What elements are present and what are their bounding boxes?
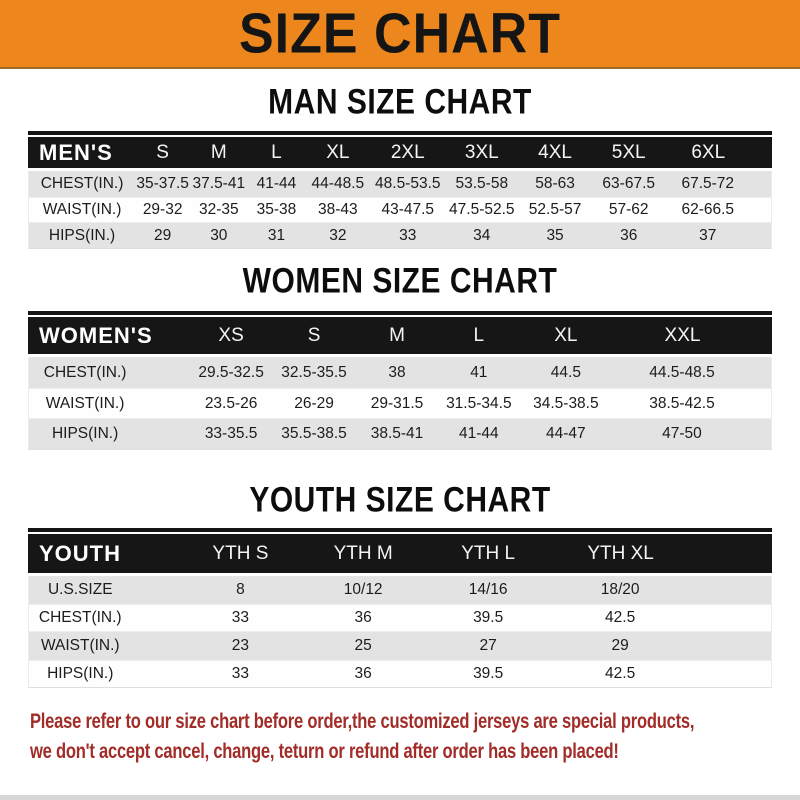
table-row bbox=[28, 660, 772, 688]
table-row bbox=[28, 223, 772, 249]
value-cell: 34.5-38.5 bbox=[520, 388, 612, 419]
size-header-cell: XL bbox=[305, 137, 370, 171]
value-cell: 35.5-38.5 bbox=[272, 419, 356, 450]
row-label-cell: WAIST(IN.) bbox=[28, 632, 181, 660]
header-row bbox=[28, 137, 772, 171]
value-cell: 58-63 bbox=[518, 171, 592, 197]
size-header-cell: S bbox=[135, 137, 190, 171]
value-cell: 18/20 bbox=[550, 576, 772, 604]
value-cell: 67.5-72 bbox=[666, 171, 772, 197]
value-cell: 33 bbox=[181, 604, 301, 632]
section-men-size bbox=[0, 82, 800, 249]
section-heading: MAN SIZE CHART bbox=[268, 82, 532, 122]
size-charts bbox=[0, 82, 800, 688]
value-cell: 38.5-42.5 bbox=[612, 388, 772, 419]
size-header-cell: 5XL bbox=[592, 137, 666, 171]
row-label-cell: HIPS(IN.) bbox=[28, 660, 181, 688]
table-title-cell: WOMEN'S bbox=[28, 317, 190, 357]
value-cell: 36 bbox=[300, 604, 426, 632]
value-cell: 23.5-26 bbox=[190, 388, 272, 419]
value-cell: 30 bbox=[190, 223, 247, 249]
value-cell: 32 bbox=[305, 223, 370, 249]
value-cell: 43-47.5 bbox=[370, 197, 445, 223]
bottom-strip bbox=[0, 795, 800, 800]
table-row bbox=[28, 197, 772, 223]
value-cell: 38.5-41 bbox=[356, 419, 438, 450]
value-cell: 34 bbox=[445, 223, 518, 249]
table-row bbox=[28, 419, 772, 450]
value-cell: 35-38 bbox=[247, 197, 305, 223]
value-cell: 23 bbox=[181, 632, 301, 660]
row-label-cell: HIPS(IN.) bbox=[28, 419, 190, 450]
value-cell: 52.5-57 bbox=[518, 197, 592, 223]
value-cell: 29-31.5 bbox=[356, 388, 438, 419]
row-label-cell: CHEST(IN.) bbox=[28, 604, 181, 632]
value-cell: 36 bbox=[592, 223, 666, 249]
size-header-cell: S bbox=[272, 317, 356, 357]
size-header-cell: 4XL bbox=[518, 137, 592, 171]
size-header-cell: 2XL bbox=[370, 137, 445, 171]
value-cell: 41-44 bbox=[438, 419, 520, 450]
value-cell: 44-47 bbox=[520, 419, 612, 450]
size-header-cell: L bbox=[247, 137, 305, 171]
row-label-cell: HIPS(IN.) bbox=[28, 223, 135, 249]
value-cell: 48.5-53.5 bbox=[370, 171, 445, 197]
value-cell: 47-50 bbox=[612, 419, 772, 450]
header-row bbox=[28, 534, 772, 576]
order-notice bbox=[30, 706, 800, 766]
value-cell: 33 bbox=[370, 223, 445, 249]
size-header-cell: YTH S bbox=[181, 534, 301, 576]
value-cell: 38 bbox=[356, 357, 438, 388]
size-header-cell: YTH L bbox=[426, 534, 550, 576]
banner-title: SIZE CHART bbox=[239, 2, 561, 65]
value-cell: 41 bbox=[438, 357, 520, 388]
value-cell: 10/12 bbox=[300, 576, 426, 604]
value-cell: 35-37.5 bbox=[135, 171, 190, 197]
value-cell: 44.5-48.5 bbox=[612, 357, 772, 388]
value-cell: 29 bbox=[135, 223, 190, 249]
value-cell: 41-44 bbox=[247, 171, 305, 197]
value-cell: 47.5-52.5 bbox=[445, 197, 518, 223]
women-size-table bbox=[28, 317, 772, 450]
size-header-cell: 6XL bbox=[666, 137, 772, 171]
section-women-size bbox=[0, 261, 800, 450]
value-cell: 31 bbox=[247, 223, 305, 249]
size-header-cell: XXL bbox=[612, 317, 772, 357]
value-cell: 26-29 bbox=[272, 388, 356, 419]
youth-size-table bbox=[28, 534, 772, 688]
value-cell: 29.5-32.5 bbox=[190, 357, 272, 388]
notice-line-1: Please refer to our size chart before order,the customized jerseys are special products, bbox=[30, 709, 695, 733]
table-row bbox=[28, 576, 772, 604]
section-youth-size bbox=[0, 480, 800, 688]
table-row bbox=[28, 604, 772, 632]
value-cell: 8 bbox=[181, 576, 301, 604]
value-cell: 32-35 bbox=[190, 197, 247, 223]
men-size-table bbox=[28, 137, 772, 249]
header-row bbox=[28, 317, 772, 357]
value-cell: 31.5-34.5 bbox=[438, 388, 520, 419]
value-cell: 44-48.5 bbox=[305, 171, 370, 197]
value-cell: 57-62 bbox=[592, 197, 666, 223]
value-cell: 27 bbox=[426, 632, 550, 660]
row-label-cell: U.S.SIZE bbox=[28, 576, 181, 604]
size-header-cell: XL bbox=[520, 317, 612, 357]
value-cell: 29-32 bbox=[135, 197, 190, 223]
section-heading: YOUTH SIZE CHART bbox=[249, 480, 551, 520]
value-cell: 35 bbox=[518, 223, 592, 249]
value-cell: 39.5 bbox=[426, 660, 550, 688]
size-table-wrap bbox=[28, 528, 772, 688]
section-heading: WOMEN SIZE CHART bbox=[242, 261, 558, 301]
banner bbox=[0, 0, 800, 69]
value-cell: 36 bbox=[300, 660, 426, 688]
value-cell: 14/16 bbox=[426, 576, 550, 604]
value-cell: 38-43 bbox=[305, 197, 370, 223]
value-cell: 29 bbox=[550, 632, 772, 660]
value-cell: 42.5 bbox=[550, 604, 772, 632]
row-label-cell: WAIST(IN.) bbox=[28, 388, 190, 419]
table-title-cell: YOUTH bbox=[28, 534, 181, 576]
table-row bbox=[28, 357, 772, 388]
size-header-cell: XS bbox=[190, 317, 272, 357]
table-title-cell: MEN'S bbox=[28, 137, 135, 171]
value-cell: 44.5 bbox=[520, 357, 612, 388]
value-cell: 39.5 bbox=[426, 604, 550, 632]
value-cell: 25 bbox=[300, 632, 426, 660]
value-cell: 33 bbox=[181, 660, 301, 688]
size-table-wrap bbox=[28, 131, 772, 249]
value-cell: 37.5-41 bbox=[190, 171, 247, 197]
size-header-cell: M bbox=[190, 137, 247, 171]
table-row bbox=[28, 171, 772, 197]
row-label-cell: CHEST(IN.) bbox=[28, 171, 135, 197]
size-header-cell: M bbox=[356, 317, 438, 357]
size-header-cell: L bbox=[438, 317, 520, 357]
size-header-cell: YTH M bbox=[300, 534, 426, 576]
value-cell: 62-66.5 bbox=[666, 197, 772, 223]
table-row bbox=[28, 632, 772, 660]
value-cell: 53.5-58 bbox=[445, 171, 518, 197]
size-header-cell: 3XL bbox=[445, 137, 518, 171]
value-cell: 63-67.5 bbox=[592, 171, 666, 197]
value-cell: 32.5-35.5 bbox=[272, 357, 356, 388]
value-cell: 37 bbox=[666, 223, 772, 249]
row-label-cell: CHEST(IN.) bbox=[28, 357, 190, 388]
size-table-wrap bbox=[28, 311, 772, 450]
row-label-cell: WAIST(IN.) bbox=[28, 197, 135, 223]
value-cell: 42.5 bbox=[550, 660, 772, 688]
notice-line-2: we don't accept cancel, change, teturn or refund after order has been placed! bbox=[30, 739, 619, 763]
size-header-cell: YTH XL bbox=[550, 534, 772, 576]
value-cell: 33-35.5 bbox=[190, 419, 272, 450]
table-row bbox=[28, 388, 772, 419]
